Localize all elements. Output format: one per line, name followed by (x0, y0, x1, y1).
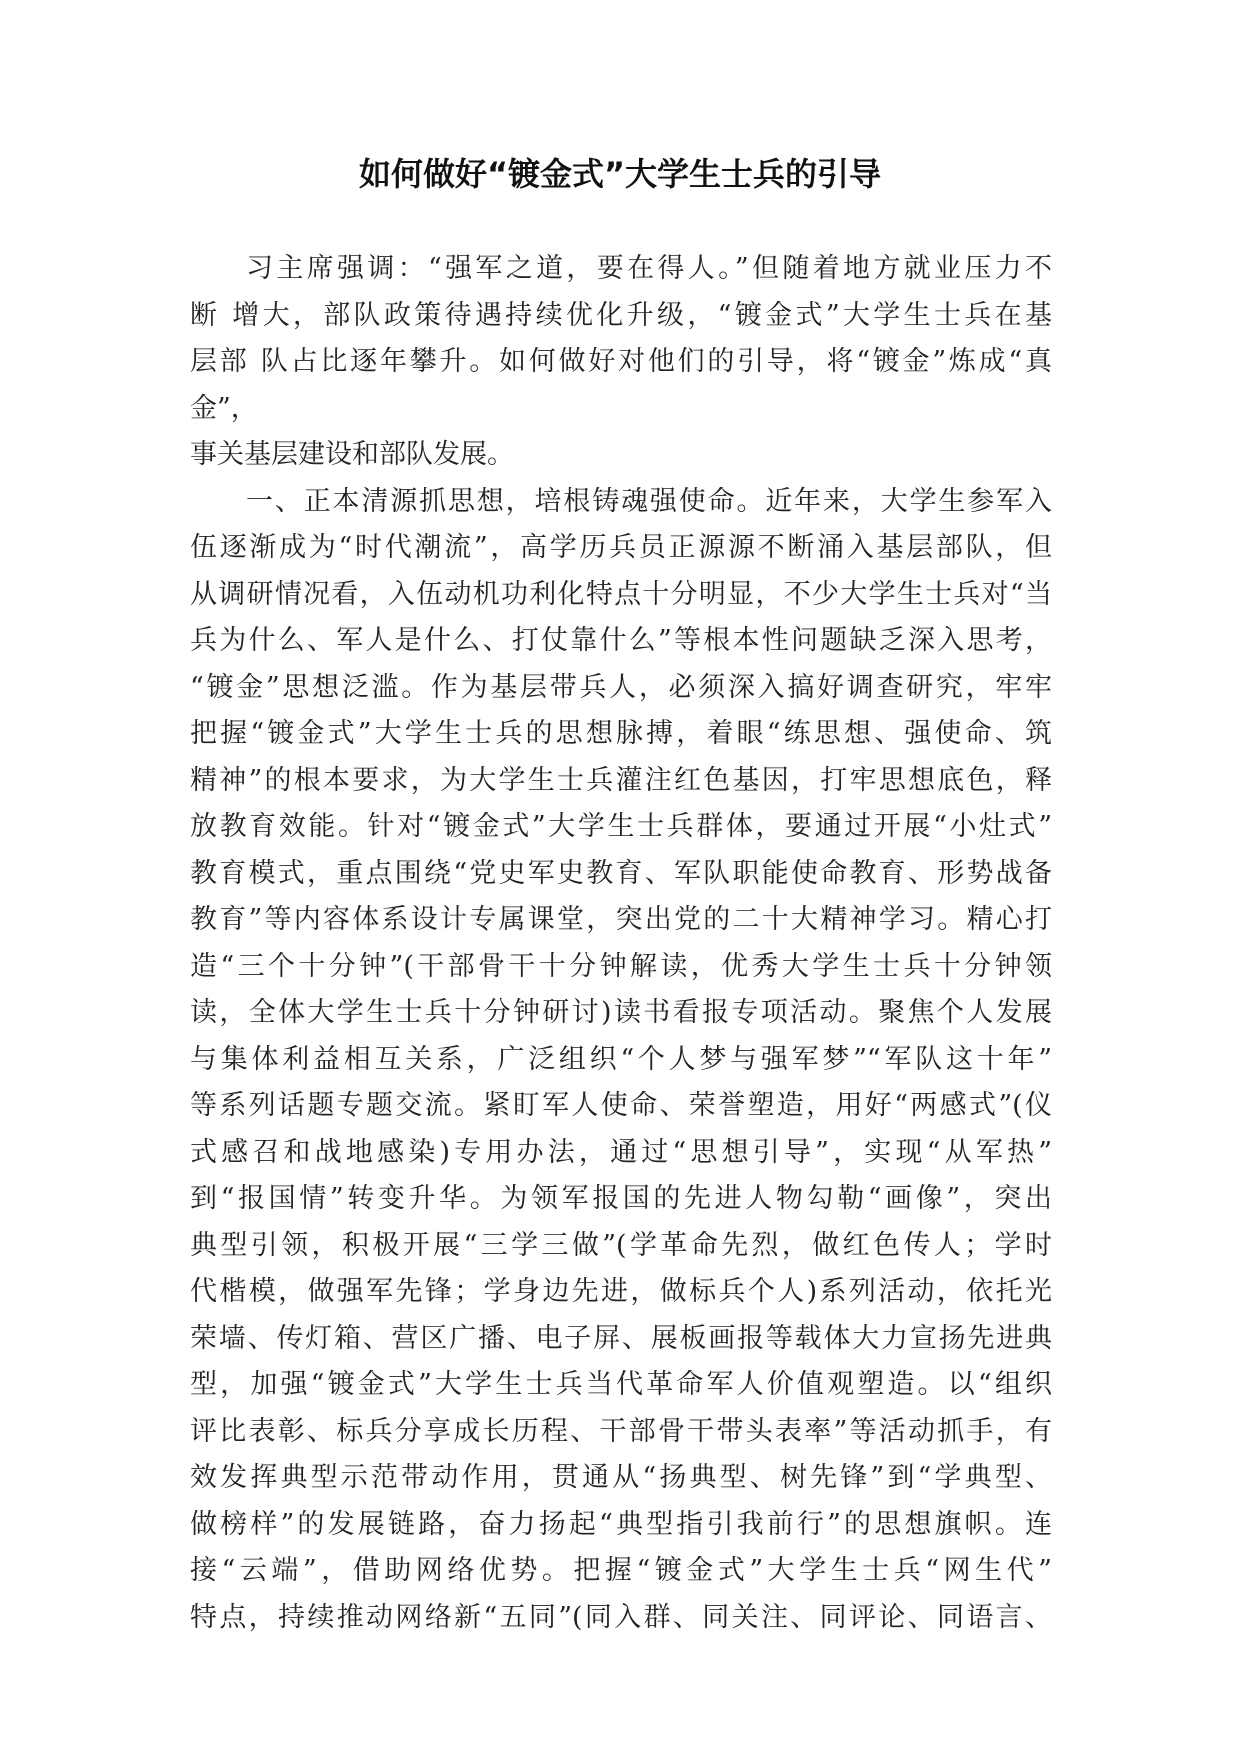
text-line: 读，全体大学生士兵十分钟研讨)读书看报专项活动。聚焦个人发展 (190, 997, 1052, 1028)
text-line: 习主席强调：“强军之道，要在得人。”但随着地方就业压力不 (246, 253, 1052, 284)
text-line: 评比表彰、标兵分享成长历程、干部骨干带头表率”等活动抓手，有 (190, 1415, 1052, 1447)
text-line: 精神”的根本要求，为大学生士兵灌注红色基因，打牢思想底色，释 (190, 764, 1052, 796)
text-line: 特点，持续推动网络新“五同”(同入群、同关注、同评论、同语言、 (190, 1601, 1052, 1633)
text-line: 放教育效能。针对“镀金式”大学生士兵群体，要通过开展“小灶式” (190, 811, 1052, 842)
text-line: 把握“镀金式”大学生士兵的思想脉搏，着眼“练思想、强使命、筑 (190, 718, 1052, 749)
document-body (190, 246, 1052, 1641)
text-line: 从调研情况看，入伍动机功利化特点十分明显，不少大学生士兵对“当 (190, 578, 1052, 610)
text-line: 式感召和战地感染)专用办法，通过“思想引导”，实现“从军热” (190, 1136, 1052, 1168)
text-line: 伍逐渐成为“时代潮流”，高学历兵员正源源不断涌入基层部队，但 (190, 532, 1052, 563)
text-line: 与集体利益相互关系，广泛组织“个人梦与强军梦”“军队这十年” (190, 1043, 1052, 1075)
text-line: 型，加强“镀金式”大学生士兵当代革命军人价值观塑造。以“组织 (190, 1369, 1052, 1400)
text-line: 代楷模，做强军先锋；学身边先进，做标兵个人)系列活动，依托光 (190, 1276, 1052, 1307)
text-line: 荣墙、传灯箱、营区广播、电子屏、展板画报等载体大力宣扬先进典 (190, 1322, 1052, 1354)
text-line: 事关基层建设和部队发展。 (190, 439, 514, 470)
text-line: 接“云端”，借助网络优势。把握“镀金式”大学生士兵“网生代” (190, 1555, 1052, 1586)
text-line: 造“三个十分钟”(干部骨干十分钟解读，优秀大学生士兵十分钟领 (190, 950, 1052, 982)
text-line: 做榜样”的发展链路，奋力扬起“典型指引我前行”的思想旗帜。连 (190, 1508, 1052, 1540)
text-line: 金”， (190, 392, 258, 424)
text-line: 兵为什么、军人是什么、打仗靠什么”等根本性问题缺乏深入思考， (190, 625, 1052, 656)
text-line: 典型引领，积极开展“三学三做”(学革命先烈，做红色传人；学时 (190, 1229, 1052, 1261)
text-line: 断 增大，部队政策待遇持续优化升级，“镀金式”大学生士兵在基 (190, 299, 1052, 331)
intro-paragraph (190, 246, 1052, 479)
text-line: 教育模式，重点围绕“党史军史教育、军队职能使命教育、形势战备 (190, 857, 1052, 889)
document-title: 如何做好“镀金式”大学生士兵的引导 (358, 155, 882, 193)
text-line: “镀金”思想泛滥。作为基层带兵人，必须深入搞好调查研究，牢牢 (190, 671, 1052, 703)
text-line: 层部 队占比逐年攀升。如何做好对他们的引导，将“镀金”炼成“真 (190, 346, 1052, 377)
text-line: 一、正本清源抓思想，培根铸魂强使命。近年来，大学生参军入 (246, 485, 1052, 517)
text-line: 到“报国情”转变升华。为领军报国的先进人物勾勒“画像”，突出 (190, 1183, 1052, 1214)
section-one-paragraph (190, 479, 1052, 1642)
text-line: 效发挥典型示范带动作用，贯通从“扬典型、树先锋”到“学典型、 (190, 1462, 1052, 1493)
text-line: 教育”等内容体系设计专属课堂，突出党的二十大精神学习。精心打 (190, 904, 1052, 935)
text-line: 等系列话题专题交流。紧盯军人使命、荣誉塑造，用好“两感式”(仪 (190, 1090, 1052, 1121)
